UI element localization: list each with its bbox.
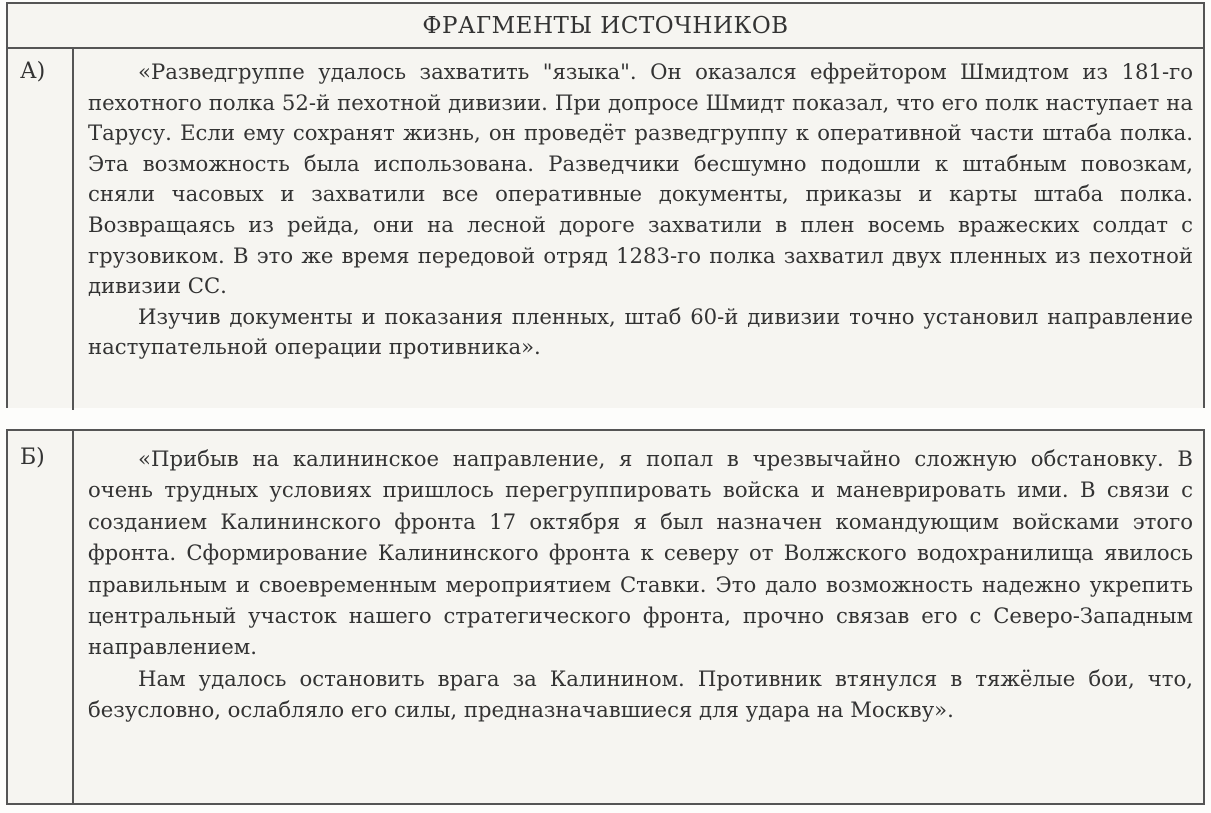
fragment-a-paragraph-2: Изучив документы и показания пленных, штаб 60-й дивизии точно установил направление наступательной операции противника». (88, 303, 1193, 360)
fragment-label-a: А) (8, 49, 74, 410)
fragment-label-b: Б) (8, 431, 74, 803)
sources-table-top (6, 2, 1205, 408)
fragment-row-a (8, 49, 1203, 410)
table-title: ФРАГМЕНТЫ ИСТОЧНИКОВ (8, 4, 1203, 49)
fragment-row-b (8, 431, 1203, 803)
fragment-a-paragraph-1: «Разведгруппе удалось захватить "языка". Он оказался ефрейтором Шмидтом из 181-го пехотного полка 52-й пехотной дивизии. При допросе Шмидт показал, что его полк наступает на Тарусу. Если ему сохранят жизнь, он проведёт разведгруппу к оперативной части штаба полка. Эта возможность была использована. Разведчики бесшумно подошли к штабным повозкам, сняли часовых и захватили все оперативные документы, приказы и карты штаба полка. Возвращаясь из рейда, они на лесной дороге захватили в плен восемь вражеских солдат с грузовиком. В это же время передовой отряд 1283-го полка захватил двух пленных из пехотной дивизии СС. (88, 59, 1193, 299)
fragment-b-paragraph-2: Нам удалось остановить врага за Калинином. Противник втянулся в тяжёлые бои, что, безусловно, ослабляло его силы, предназначавшиеся для удара на Москву». (88, 665, 1193, 723)
fragment-text-b (74, 431, 1203, 803)
fragment-text-a (74, 49, 1203, 410)
sources-table-bottom (6, 429, 1205, 805)
fragment-b-paragraph-1: «Прибыв на калининское направление, я попал в чрезвычайно сложную обстановку. В очень трудных условиях пришлось перегруппировать войска и маневрировать ими. В связи с созданием Калининского фронта 17 октября я был назначен командующим войсками этого фронта. Сформирование Калининского фронта к северу от Волжского водохранилища явилось правильным и своевременным мероприятием Ставки. Это дало возможность надежно укрепить центральный участок нашего стратегического фронта, прочно связав его с Северо-Западным направлением. (88, 446, 1193, 660)
